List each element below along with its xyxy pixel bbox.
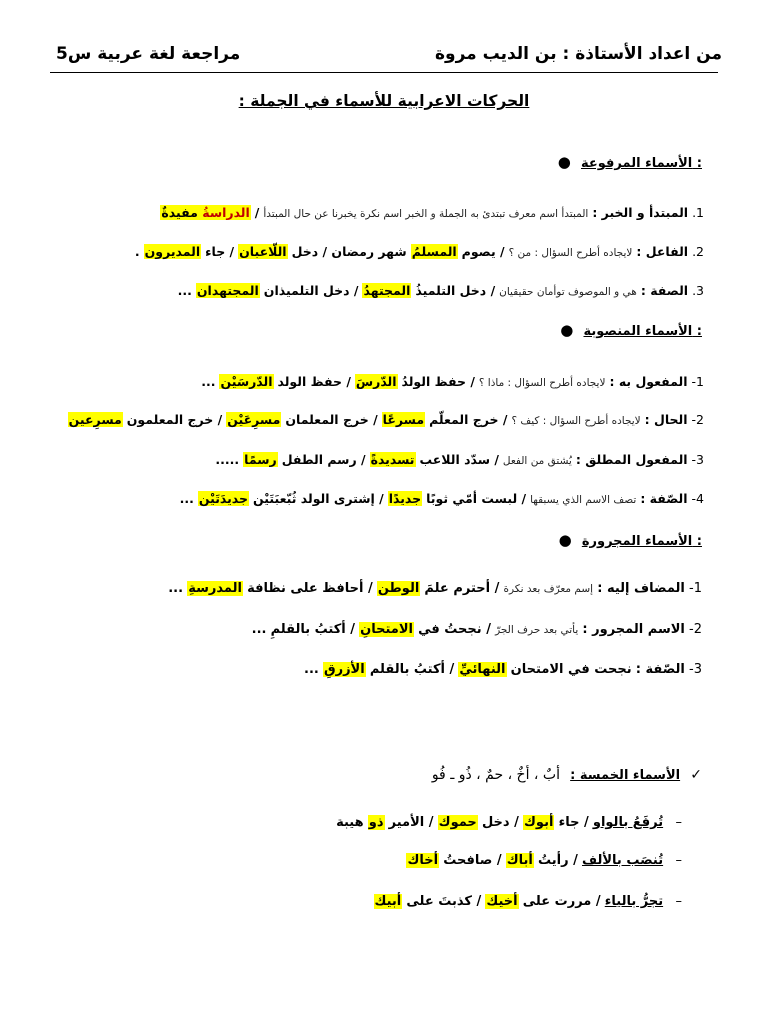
khamsa-item-1: – تُرفَعُ بالواو / جاء أبوك / دخل حموك / الأمير ذو هيبة [336,815,682,830]
section-mansouba-heading: ● الأسماء المنصوبة : [560,321,702,339]
marfoua-item-1: 1. المبتدأ و الخبر : المبتدأ اسم معرف تبتدئ به الجملة و الخبر اسم نكرة يخبرنا عن حال المبتدأ / الدراسةُ مفيدةٌ [161,205,704,220]
mansouba-item-4: 4- الصّفة : تصف الاسم الذي يسبقها / لبست أمّي ثوبًا جديدًا / إشترى الولد ثُبّعبَتَيْن جديدَتَيْن ... [179,491,704,506]
bullet-icon: ● [557,153,571,171]
mansouba-item-1: 1- المفعول به : لايجاده أطرح السؤال : ماذا ؟ / حفظ الولدُ الدّرسَ / حفظ الولد الدّرسَيْن ... [201,374,704,389]
majroura-item-1: 1- المضاف إليه : إسم معرّف بعد نكرة / أحترم علمَ الوطن / أحافظ على نظافة المدرسةِ ... [168,581,702,596]
section-khamsa-heading: ✓ الأسماء الخمسة : أبٌ ، أخٌ ، حمٌ ، ذُو ـ فُو [431,767,702,783]
majroura-item-2: 2- الاسم المجرور : يأتي بعد حرف الجرّ / نجحتُ في الامتحانِ / أكتبُ بالقلمِ ... [251,622,702,637]
khamsa-list: أبٌ ، أخٌ ، حمٌ ، ذُو ـ فُو [431,767,560,783]
marfoua-item-2: 2. الفاعل : لايجاده أطرح السؤال : من ؟ / يصوم المسلمُ شهر رمضان / دخل اللّاعبان / جاء المديرون . [134,244,704,259]
dash-icon: – [675,815,682,830]
author-line: من اعداد الأستاذة : بن الديب مروة [434,44,722,64]
marfoua-item-3: 3. الصفة : هي و الموصوف توأمان حقيقيان / دخل التلميذُ المجتهدُ / دخل التلميذان المجتهدان ... [177,283,704,298]
checkmark-icon: ✓ [690,767,702,783]
majroura-item-3: 3- الصّفة : نجحت في الامتحان النهائيِّ / أكتبُ بالقلم الأزرقِ ... [304,662,702,677]
khamsa-item-3: – تجرُّ بالياء / مررت على أخيك / كذبتَ على أبيك [374,894,682,909]
subject-line: مراجعة لغة عربية س5 [56,44,241,64]
bullet-icon: ● [558,531,572,549]
dash-icon: – [675,853,682,868]
page-title: الحركات الاعرابية للأسماء في الجملة : [238,92,530,110]
section-majroura-heading: ● الأسماء المجرورة : [558,531,702,549]
mansouba-item-2: 2- الحال : لايجاده أطرح السؤال : كيف ؟ / خرج المعلّم مسرعًا / خرج المعلمان مسرِعَيْن / خرج المعلمون مسرِعين [68,412,704,427]
mansouba-item-3: 3- المفعول المطلق : يُشتق من الفعل / سدّد اللاعب تسديدةً / رسم الطفل رسمًا ..... [215,452,704,467]
section-marfoua-heading: ● الأسماء المرفوعة : [557,153,702,171]
bullet-icon: ● [560,321,574,339]
dash-icon: – [675,894,682,909]
khamsa-item-2: – تُنصَب بالألف / رأيتُ أباك / صافحتُ أخاك [407,853,682,868]
header-divider [50,72,718,73]
